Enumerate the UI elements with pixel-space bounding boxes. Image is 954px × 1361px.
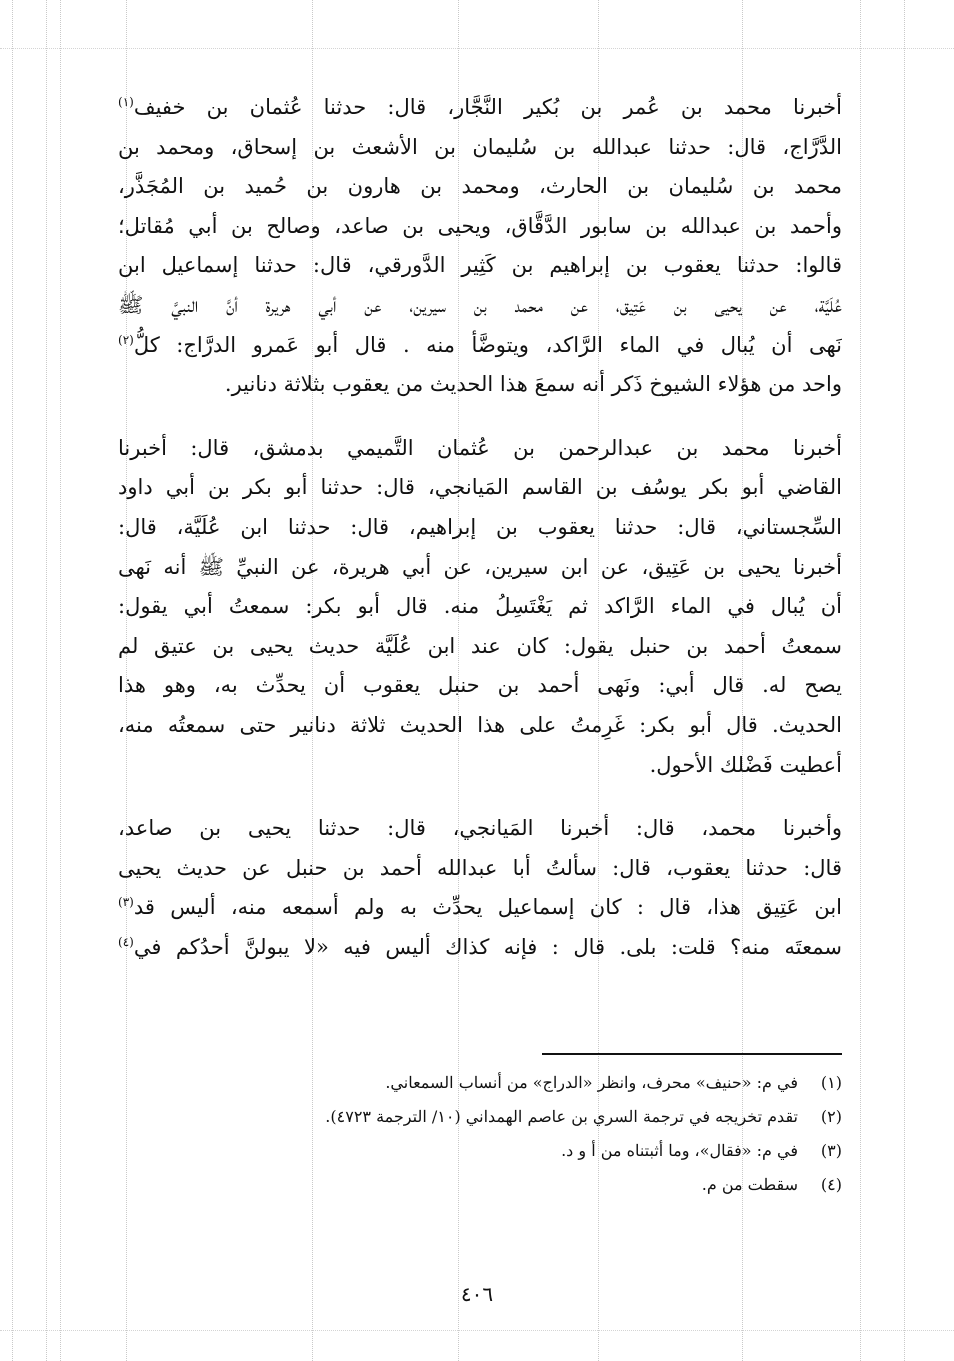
text-line: الحديث. قال أبو بكر: غَرِمتُ على هذا الحديث ثلاثة دنانير حتى سمعتُه منه،	[118, 712, 842, 737]
scan-guide	[0, 1330, 954, 1331]
footnote-text: تقدم تخريجه في ترجمة السري بن عاصم الهمداني (١٠/ الترجمة ٤٧٢٣).	[325, 1107, 798, 1126]
text-line-content: ابن عَتِيق هذا، قال : كان إسماعيل يحدِّث به ولم أسمعه منه، أليس قد	[133, 895, 842, 920]
page-number: ٤٠٦	[460, 1282, 494, 1306]
text-line: القاضي أبو بكر يوسُف بن القاسم المَيانجي، قال: حدثنا أبو بكر بن أبي داود	[118, 475, 842, 500]
text-line-content: سمعتَه منه؟ قلت: بلى. قال : فإنه كذاك أليس فيه «لا يبولنَّ أحدُكم في	[133, 934, 842, 959]
footnotes	[202, 1066, 842, 1202]
scan-guide	[904, 0, 905, 1361]
text-line: عُلَيَّة، عن يحيى بن عَتِيق، عن محمد بن سيرين، عن أبي هريرة أنَّ النبيَّ ﷺ	[118, 292, 842, 317]
text-line	[118, 928, 842, 968]
footnote-mark[interactable]: (٣)	[118, 895, 134, 910]
footnote-text: سقطت من م.	[701, 1175, 798, 1194]
text-line-content: نَهى أن يُبال في الماء الرَّاكد، ويتوضَّأ منه . قال أبو عَمرو الدرَّاج: كلُّ	[133, 332, 842, 357]
footnote-number: (١)	[820, 1073, 842, 1092]
paragraph-1	[118, 88, 842, 405]
text-line: أخبرنا يحيى بن عَتِيق، عن ابن سيرين، عن أبي هريرة، عن النبيِّ ﷺ أنه نَهى	[118, 554, 842, 579]
footnote-number: (٣)	[820, 1141, 842, 1160]
text-line: الدَّرَّاج، قال: حدثنا عبدالله بن سُليمان بن الأشعث بن إسحاق، ومحمد بن	[118, 134, 842, 159]
text-line: أن يُبال في الماء الرَّاكد ثم يَغْتَسِلُ منه. قال أبو بكر: سمعتُ أبي يقول:	[118, 594, 842, 619]
footnote-text: في م: «فقال»، وما أثبتناه من أ و د.	[561, 1141, 798, 1160]
footnote-number: (٤)	[820, 1175, 842, 1194]
text-line: محمد بن سُليمان بن الحارث، ومحمد بن هارون بن حُميد بن المُجَذَّر،	[118, 174, 842, 199]
footnote-item	[202, 1100, 842, 1134]
footnote-divider	[542, 1053, 842, 1055]
footnote-mark[interactable]: (٤)	[118, 934, 134, 949]
text-line	[118, 888, 842, 928]
text-line: واحد من هؤلاء الشيوخ ذَكر أنه سمعَ هذا الحديث من يعقوب بثلاثة دنانير.	[224, 372, 842, 397]
text-line: أعطيت فَضْلك الأحول.	[649, 752, 842, 777]
footnote-mark[interactable]: (٢)	[118, 332, 134, 347]
scan-guide	[12, 0, 13, 1361]
scan-guide	[0, 48, 954, 49]
footnote-number: (٢)	[820, 1107, 842, 1126]
page-body	[118, 88, 842, 991]
text-line: قالوا: حدثنا يعقوب بن إبراهيم بن كَثِير الدَّورقي، قال: حدثنا إسماعيل ابن	[118, 253, 842, 278]
scan-guide	[46, 0, 47, 1361]
footnote-item	[202, 1134, 842, 1168]
paragraph-2	[118, 429, 842, 785]
text-line: أخبرنا محمد بن عبدالرحمن بن عُثمان التَّميمي بدمشق، قال: أخبرنا	[118, 435, 842, 460]
scan-guide	[860, 0, 861, 1361]
text-line	[118, 88, 842, 128]
text-line: وأحمد بن عبدالله بن سابور الدَّقَّاق، ويحيى بن صاعد، وصالح بن أبي مُقاتل؛	[118, 213, 842, 238]
footnote-text: في م: «حنيف» محرف، وانظر «الدراج» من أنساب السمعاني.	[385, 1073, 798, 1092]
text-line-content: أخبرنا محمد بن عُمر بن بُكير النَّجَّار، قال: حدثنا عُثمان بن خفيف	[133, 95, 842, 119]
text-line: يصح له. قال أبي: ونَهى أحمد بن حنبل يعقوب أن يحدِّث به، وهو هذا	[118, 673, 842, 698]
text-line: السِّجستاني، قال: حدثنا يعقوب بن إبراهيم، قال: حدثنا ابن عُلَيَّة، قال:	[118, 514, 842, 539]
text-line: سمعتُ أحمد بن حنبل يقول: كان عند ابن عُلَيَّة حديث يحيى بن عتيق لم	[118, 633, 842, 658]
paragraph-3	[118, 809, 842, 967]
scan-guide	[60, 0, 61, 1361]
footnote-mark[interactable]: (١)	[118, 95, 134, 109]
text-line: قال: حدثنا يعقوب، قال: سألتُ أبا عبدالله أحمد بن حنبل عن حديث يحيى	[118, 855, 842, 880]
footnote-item	[202, 1066, 842, 1100]
footnote-item	[202, 1168, 842, 1202]
text-line	[118, 326, 842, 366]
text-line: وأخبرنا محمد، قال: أخبرنا المَيانجي، قال: حدثنا يحيى بن صاعد،	[118, 816, 842, 841]
